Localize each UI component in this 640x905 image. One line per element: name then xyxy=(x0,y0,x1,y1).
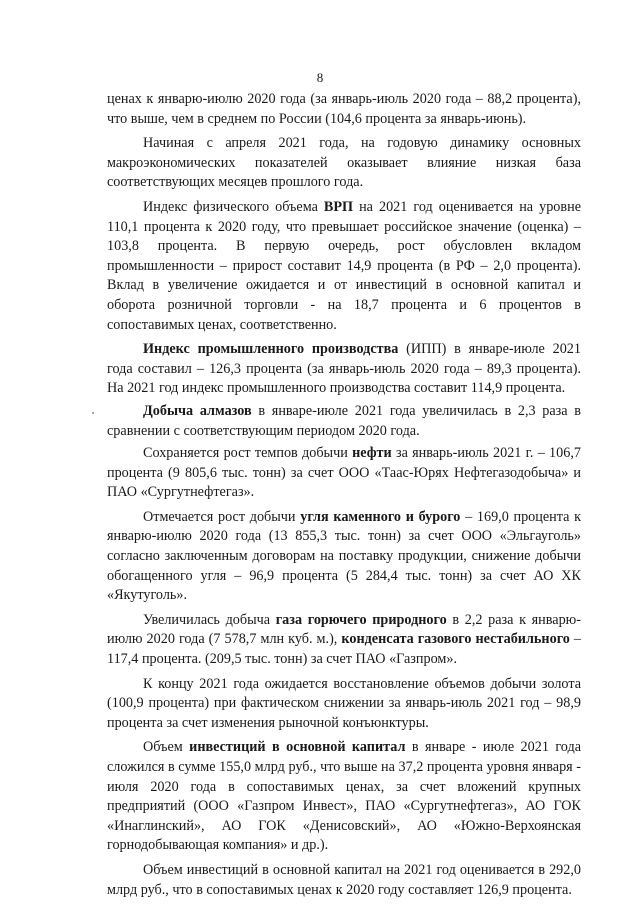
p3-text-1: Индекс физического объема xyxy=(143,198,324,215)
p6-text-1: Сохраняется рост темпов добычи xyxy=(143,445,353,462)
paragraph-1: ценах к январю-июлю 2020 года (за январь-июль 2020 года – 88,2 процента), что выше, чем в среднем по России (104,6 процента за январь-июнь). xyxy=(107,91,581,127)
paragraph-2: Начиная с апреля 2021 года, на годовую динамику основных макроэкономических показателей оказывает влияние низкая база соответствующих месяцев прошлого года. xyxy=(107,135,581,191)
p6-text-2: за январь-июль 2021 г. – 106,7 процента (9 805,6 тыс. тонн) за счет ООО «Таас-Юрях Нефтегазодобыча» и ПАО «Сургутнефтегаз». xyxy=(107,445,581,501)
p7-bold-term: угля каменного и бурого xyxy=(300,508,461,525)
p8-bold-term-1: газа горючего природного xyxy=(275,611,447,628)
p4-text-1: (ИПП) в январе-июле 2021 года составил – 126,3 процента (за январь-июль 2020 года – 89,3 процента). На 2021 год индекс промышленного производства составит 114,9 процента. xyxy=(107,341,581,397)
p7-text-2: – 169,0 процента к январю-июлю 2020 года (13 855,3 тыс. тонн) за счет ООО «Эльгауголь» согласно заключенным договорам на поставку продукции, снижение добычи обогащенного угля – 96,9 процента (5 284,4 тыс. тонн) за счет АО ХК «Якутуголь». xyxy=(107,508,582,604)
p7-text-1: Отмечается рост добычи xyxy=(143,508,301,525)
paragraph-11: Объем инвестиций в основной капитал на 2021 год оценивается в 292,0 млрд руб., что в сопоставимых ценах к 2020 году составляет 126,9 процента. xyxy=(107,861,581,898)
p8-text-3: – 117,4 процента. (209,5 тыс. тонн) за счет ПАО «Газпром». xyxy=(107,631,582,668)
p10-bold-term: инвестиций в основной капитал xyxy=(189,739,406,756)
p8-text-2: в 2,2 раза к январю-июлю 2020 года (7 578,7 млн куб. м.), xyxy=(107,611,581,648)
paragraph-10 xyxy=(107,738,581,856)
p5-text-1: в январе-июле 2021 года увеличилась в 2,3 раза в сравнении с соответствующим периодом 2020 года. xyxy=(107,402,581,439)
p6-bold-term: нефти xyxy=(352,445,392,462)
paragraph-4 xyxy=(107,340,581,399)
p4-bold-term: Индекс промышленного производства xyxy=(143,341,399,358)
p3-bold-term: ВРП xyxy=(323,198,354,215)
paragraph-5 xyxy=(107,402,581,441)
paragraph-7 xyxy=(107,508,581,606)
scan-speck xyxy=(92,412,94,414)
p3-text-2: на 2021 год оценивается на уровне 110,1 процента к 2020 году, что превышает российское значение (оценка) – 103,8 процента. В первую очередь, рост обусловлен вкладом промышленности – прирост составит 14,9 процента (в РФ – 2,0 процента). Вклад в увеличение ожидается и от инвестиций в основной капитал и оборота розничной торговли - на 18,7 процента и 6 процентов в сопоставимых ценах, соответственно. xyxy=(107,198,581,333)
page-number: 8 xyxy=(316,70,324,85)
p10-text-2: в январе - июле 2021 года сложился в сумме 155,0 млрд руб., что выше на 37,2 процента уровня января - июля 2020 года в сопоставимых ценах, за счет вложений крупных предприятий (ООО «Газпром Инвест», ПАО «Сургутнефтегаз», АО ГОК «Инаглинский», АО ГОК «Денисовский», АО «Южно-Верхоянская горнодобывающая компания» и др.). xyxy=(107,739,582,854)
p8-bold-term-2: конденсата газового нестабильного xyxy=(341,631,570,648)
document-body xyxy=(107,90,581,905)
paragraph-9: К концу 2021 года ожидается восстановление объемов добычи золота (100,9 процента) при фактическом снижении за январь-июль 2021 год – 98,9 процента за счет изменения рыночной конъюнктуры. xyxy=(107,675,581,731)
paragraph-8 xyxy=(107,611,581,670)
paragraph-6 xyxy=(107,444,581,503)
p8-text-1: Увеличилась добыча xyxy=(143,611,276,628)
p5-bold-term: Добыча алмазов xyxy=(143,402,252,419)
p10-text-1: Объем xyxy=(143,739,190,756)
paragraph-3 xyxy=(107,198,581,335)
